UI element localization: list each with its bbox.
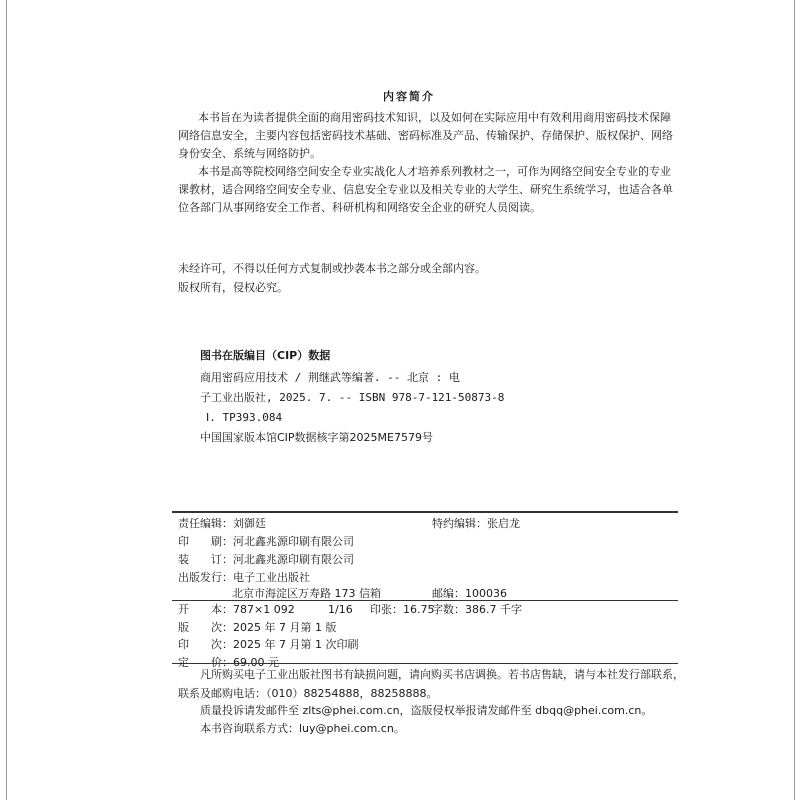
info-bottom-rule [172,663,678,664]
intro-paragraph-1-line-3: 身份安全、系统与网络防护。 [178,147,321,160]
intro-title: 内容简介 [383,90,435,103]
intro-paragraph-2-line-1: 本书是高等院校网络空间安全专业实战化人才培养系列教材之一，可作为网络空间安全专业的专业 [198,165,671,178]
price: 定 价：69.00 元 [178,656,279,669]
scan-right-edge [794,0,795,800]
book-folio: 1/16 [328,603,353,616]
publisher: 出版发行：电子工业出版社 [178,571,310,584]
cip-line-1: 商用密码应用技术 / 荆继武等编著. -- 北京 : 电 [200,371,460,384]
cip-line-2: 子工业出版社, 2025. 7. -- ISBN 978-7-121-50873-8 [200,391,505,404]
scan-left-edge [6,0,7,800]
intro-paragraph-1-line-1: 本书旨在为读者提供全面的商用密码技术知识，以及如何在实际应用中有效利用商用密码技术保障 [198,111,671,124]
copyright-line-2: 版权所有，侵权必究。 [178,281,288,294]
notice-line-4: 本书咨询联系方式：luy@phei.com.cn。 [200,722,405,735]
printing: 印 次：2025 年 7 月第 1 次印刷 [178,638,359,651]
notice-line-1: 凡所购买电子工业出版社图书有缺损问题，请向购买书店调换。若书店售缺，请与本社发行部联系， [200,668,684,681]
notice-line-2: 联系及邮购电话：（010）88254888，88258888。 [178,687,438,700]
cip-line-4: 中国国家版本馆CIP数据核字第2025ME7579号 [200,431,433,444]
editor-in-charge: 责任编辑：刘御廷 [178,517,266,530]
intro-paragraph-1-line-2: 网络信息安全，主要内容包括密码技术基础、密码标准及产品、传输保护、存储保护、版权保护、网络 [178,129,673,142]
cip-heading: 图书在版编目（CIP）数据 [200,349,331,362]
info-top-rule [172,511,678,513]
intro-paragraph-2-line-3: 位各部门从事网络安全工作者、科研机构和网络安全企业的研究人员阅读。 [178,201,541,214]
notice-line-3: 质量投诉请发邮件至 zlts@phei.com.cn，盗版侵权举报请发邮件至 dbqq@phei.com.cn。 [200,704,653,717]
publisher-address: 北京市海淀区万寿路 173 信箱 [232,587,381,600]
printed-sheets: 印张：16.75 [370,603,435,616]
edition: 版 次：2025 年 7 月第 1 版 [178,621,337,634]
info-mid-rule [172,600,678,601]
printer: 印 刷：河北鑫兆源印刷有限公司 [178,535,354,548]
intro-paragraph-2-line-2: 课教材，适合网络空间安全专业、信息安全专业以及相关专业的大学生、研究生系统学习，也适合各单 [178,183,673,196]
postcode: 邮编：100036 [432,587,507,600]
copyright-line-1: 未经许可，不得以任何方式复制或抄袭本书之部分或全部内容。 [178,262,486,275]
word-count: 字数：386.7 千字 [432,603,522,616]
binder: 装 订：河北鑫兆源印刷有限公司 [178,553,354,566]
book-format: 开 本：787×1 092 [178,603,295,616]
cip-line-3: Ⅰ. TP393.084 [206,411,283,424]
special-editor: 特约编辑：张启龙 [432,517,520,530]
